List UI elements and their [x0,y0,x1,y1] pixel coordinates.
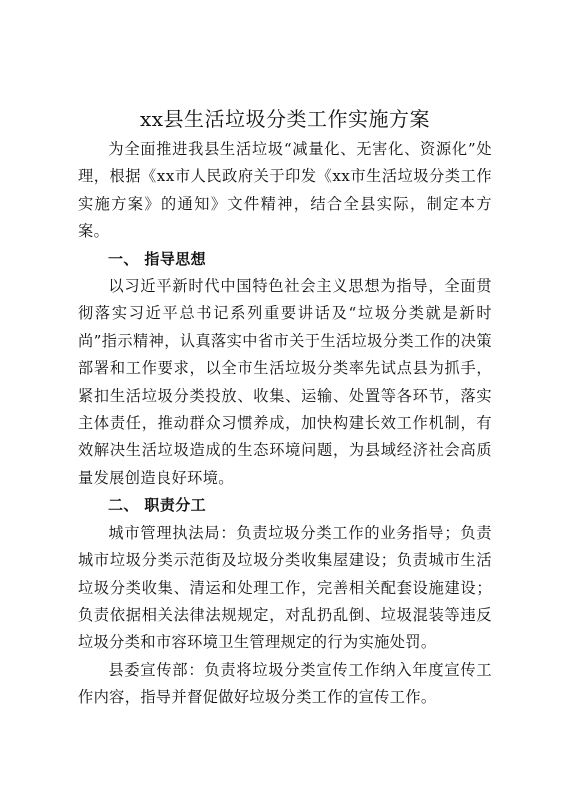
section-heading-guiding-ideology: 一、 指导思想 [108,249,207,268]
document-title: xx县生活垃圾分类工作实施方案 [139,107,431,131]
section-heading-responsibilities: 二、 职责分工 [108,496,207,515]
intro-paragraph: 为全面推进我县生活垃圾“减量化、无害化、资源化”处理，根据《xx市人民政府关于印发《xx市生活垃圾分类工作实施方案》的通知》文件精神，结合全县实际，制定本方案。 [78,140,492,241]
urban-management-paragraph: 城市管理执法局：负责垃圾分类工作的业务指导；负责城市垃圾分类示范街及垃圾分类收集屋建设；负责城市生活垃圾分类收集、清运和处理工作，完善相关配套设施建设；负责依据相关法律法规规定，对乱扔乱倒、垃圾混装等违反垃圾分类和市容环境卫生管理规定的行为实施处罚。 [78,523,492,652]
guiding-ideology-paragraph: 以习近平新时代中国特色社会主义思想为指导，全面贯彻落实习近平总书记系列重要讲话及“垃圾分类就是新时尚”指示精神，认真落实中省市关于生活垃圾分类工作的决策部署和工作要求，以全市生活垃圾分类率先试点县为抓手，紧扣生活垃圾分类投放、收集、运输、处置等各环节，落实主体责任，推动群众习惯养成，加快构建长效工作机制，有效解决生活垃圾造成的生态环境问题，为县域经济社会高质量发展创造良好环境。 [78,277,492,487]
document-body [78,103,492,712]
publicity-department-paragraph: 县委宣传部：负责将垃圾分类宣传工作纳入年度宣传工作内容，指导并督促做好垃圾分类工作的宣传工作。 [78,660,492,707]
